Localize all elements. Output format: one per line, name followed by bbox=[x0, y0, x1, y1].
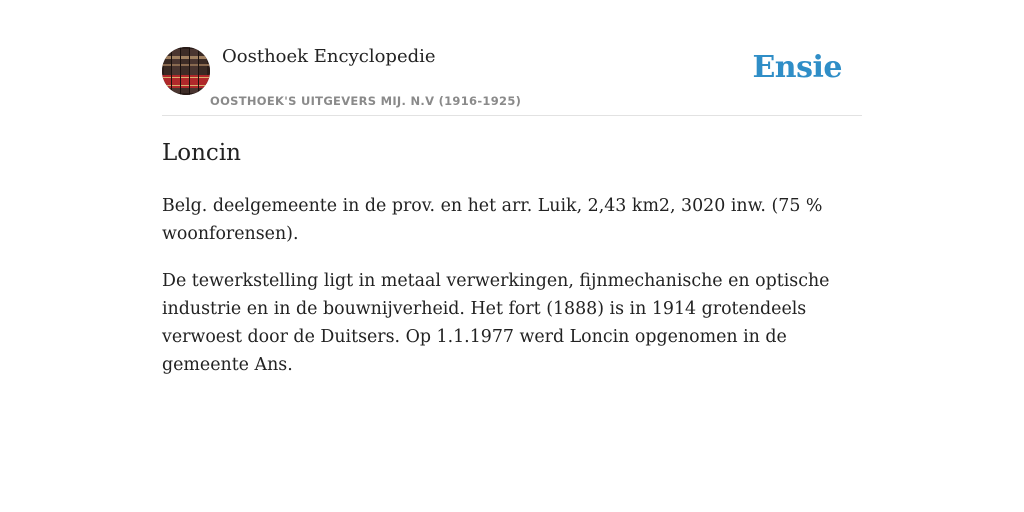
source-header bbox=[162, 0, 862, 116]
page bbox=[162, 0, 862, 375]
source-title[interactable]: Oosthoek Encyclopedie bbox=[222, 46, 436, 67]
article-paragraph-1: Belg. deelgemeente in de prov. en het arr. Luik, 2,43 km2, 3020 inw. (75 % woonforensen). bbox=[162, 196, 823, 244]
book-spines-icon bbox=[162, 47, 210, 95]
brand-logo-link[interactable]: Ensie bbox=[752, 50, 842, 85]
source-avatar[interactable] bbox=[162, 47, 210, 95]
article-title: Loncin bbox=[162, 140, 241, 166]
article-paragraph-2: De tewerkstelling ligt in metaal verwerkingen, fijnmechanische en optische industrie en in de bouwnijverheid. Het fort (1888) is in 1914 grotendeels verwoest door de Duitsers. Op 1.1.1977 werd Loncin opgenomen in de gemeente Ans. bbox=[162, 271, 830, 375]
source-subtitle: OOSTHOEK'S UITGEVERS MIJ. N.V (1916-1925) bbox=[210, 94, 522, 108]
